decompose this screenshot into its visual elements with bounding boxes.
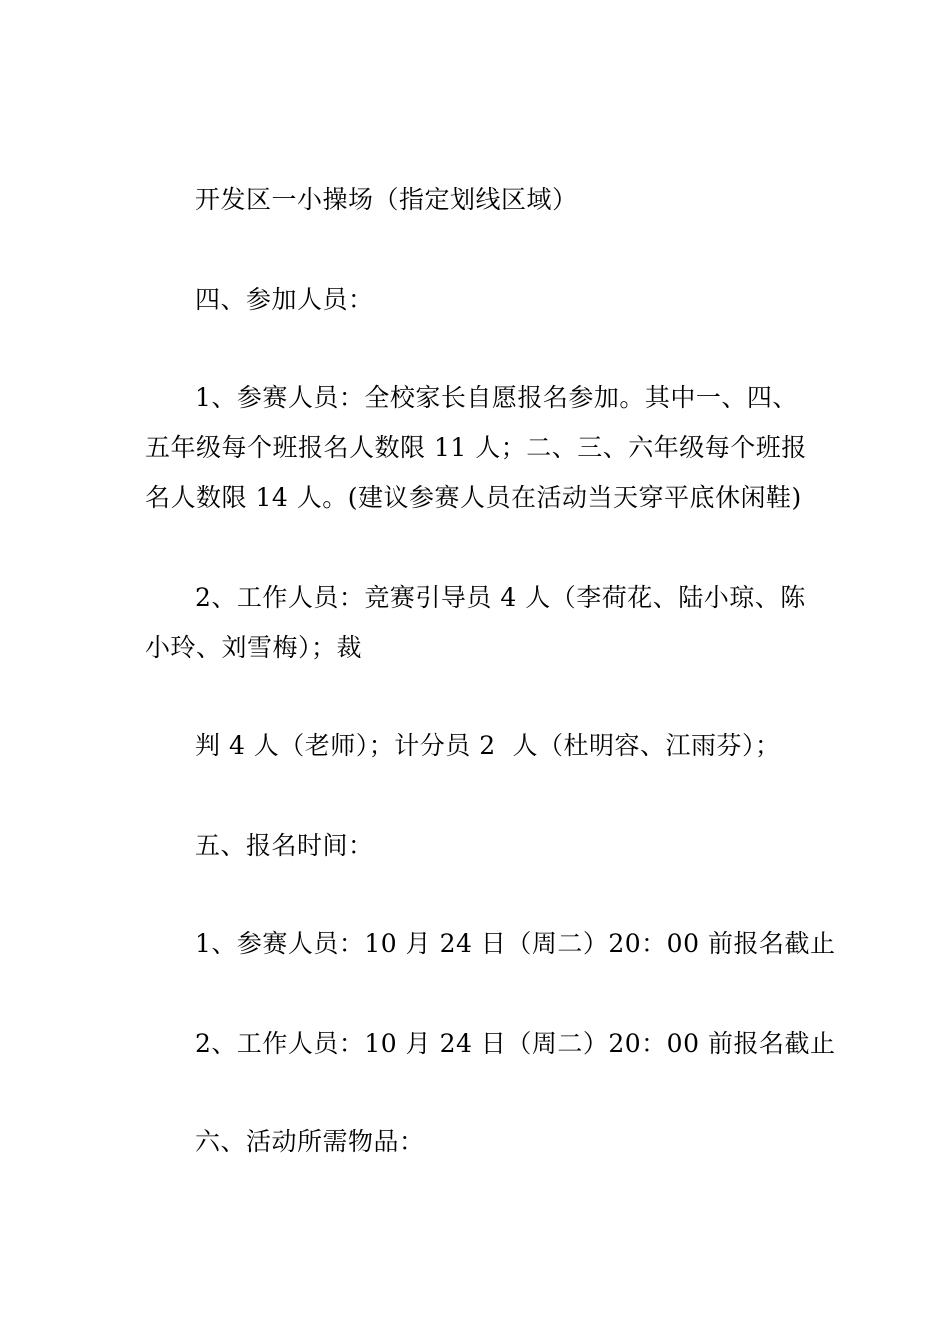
referee-line: 判 4 人（老师）；计分员 2 人（杜明容、江雨芬）；: [195, 731, 781, 760]
participants-line-2: 五年级每个班报名人数限 11 人；二、三、六年级每个班报: [145, 433, 807, 462]
venue-line: 开发区一小操场（指定划线区域）: [195, 185, 578, 214]
section-heading-materials: 六、活动所需物品：: [195, 1127, 425, 1156]
participants-line-1: 1、参赛人员：全校家长自愿报名参加。其中一、四、: [195, 383, 798, 412]
staff-line-1: 2、工作人员：竞赛引导员 4 人（李荷花、陆小琼、陈: [195, 583, 806, 612]
registration-participants-line: 1、参赛人员：10 月 24 日（周二）20：00 前报名截止: [195, 929, 836, 958]
section-heading-registration-time: 五、报名时间：: [195, 831, 374, 860]
staff-line-2: 小玲、刘雪梅）；裁: [145, 633, 363, 662]
section-heading-participants: 四、参加人员：: [195, 285, 374, 314]
participants-line-3: 名人数限 14 人。(建议参赛人员在活动当天穿平底休闲鞋): [145, 483, 802, 512]
registration-staff-line: 2、工作人员：10 月 24 日（周二）20：00 前报名截止: [195, 1029, 836, 1058]
